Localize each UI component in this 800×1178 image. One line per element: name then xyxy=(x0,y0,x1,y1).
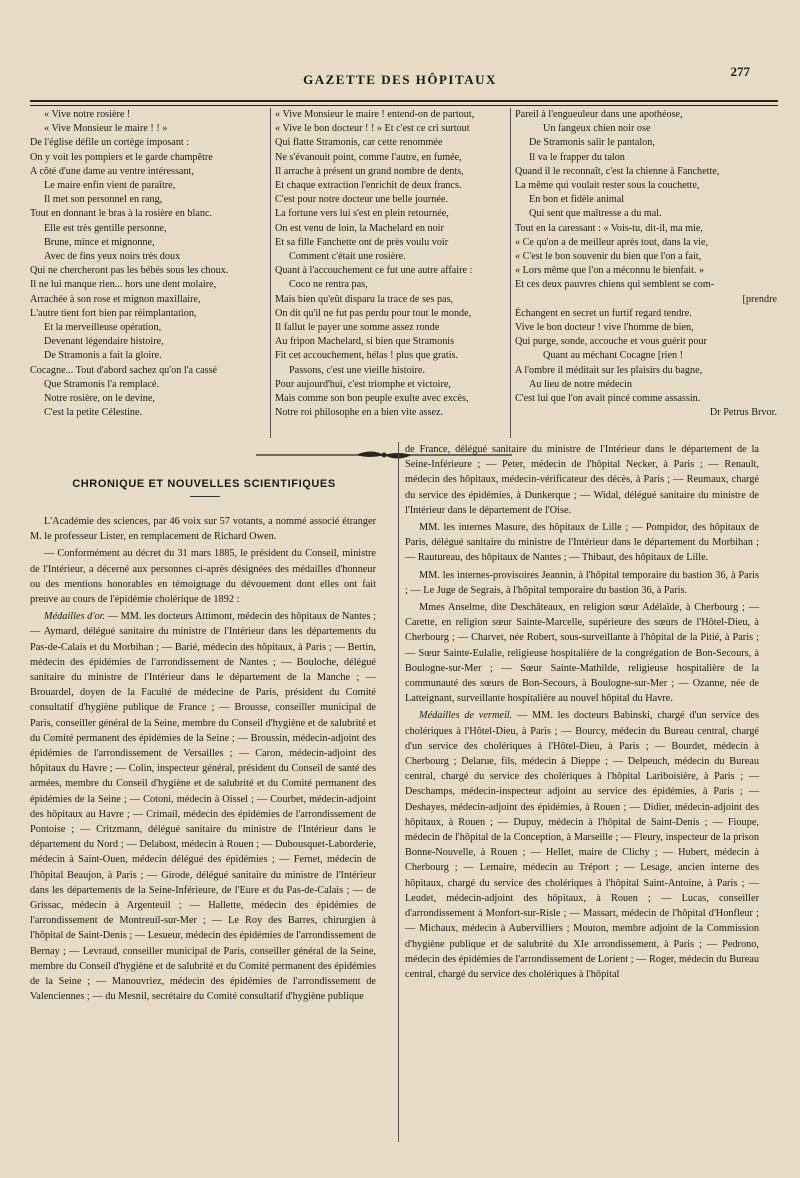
poem-line: « Lors même que l'on a méconnu le bienfait. » xyxy=(515,265,705,277)
article-paragraph xyxy=(30,514,376,544)
poem-line: Brune, mince et mignonne, xyxy=(44,236,155,248)
poem-line: A l'ombre il méditait sur les plaisirs du bagne, xyxy=(515,364,703,376)
article-paragraph xyxy=(405,708,759,982)
article-paragraph xyxy=(405,600,759,706)
poem-line: Un fangeux chien noir ose xyxy=(543,123,651,135)
poem-line: De Stramonis a fait la gloire. xyxy=(44,350,162,362)
poem-line: [prendre xyxy=(742,293,777,305)
poem-line: Arrachée à son rose et mignon maxillaire, xyxy=(30,293,201,305)
poem-line: Il arrache à présent un grand nombre de dents, xyxy=(275,165,464,177)
poem-line: Que Stramonis l'a remplacé. xyxy=(44,378,159,390)
poem-line: En bon et fidèle animal xyxy=(529,194,625,206)
poem-line: « Vive le bon docteur ! ! » Et c'est ce cri surtout xyxy=(275,123,470,135)
poem-line: Comment c'était une rosière. xyxy=(289,251,406,263)
section-title: CHRONIQUE ET NOUVELLES SCIENTIFIQUES xyxy=(72,478,336,490)
poem-line: Dr Petrus Brvor. xyxy=(709,407,777,419)
page-header xyxy=(30,64,770,92)
paragraph-text: MM. les internes Masure, des hôpitaux de Lille ; — Pompidor, des hôpitaux de Paris, délégué sanitaire du ministre de l'Intérieur dans le département du Morbihan ; — Rautureau, des hôpitaux de Nantes ; — Thibaut, des hôpitaux de Lille. xyxy=(405,522,759,564)
poem-line: C'est pour notre docteur une belle journée. xyxy=(275,194,448,206)
paragraph-lead: Médailles d'or. xyxy=(44,611,106,623)
poem-column-2 xyxy=(270,108,511,438)
paragraph-lead: Médailles de vermeil. xyxy=(419,710,513,722)
poem-line: Quant au méchant Cocagne [rien ! xyxy=(543,350,684,362)
poem-line: « C'est le bon souvenir du bien que l'on a fait, xyxy=(515,251,702,263)
article-paragraph xyxy=(30,609,376,1004)
poem-line: Échangent en secret un furtif regard tendre. xyxy=(515,307,692,319)
poem-line: Passons, c'est une vieille histoire. xyxy=(289,364,425,376)
poem-line: Qui sent que maîtresse a du mal. xyxy=(529,208,662,220)
poem-line: Et sa fille Fanchette ont de près voulu voir xyxy=(275,236,449,248)
poem-line: Avec de fins yeux noirs très doux xyxy=(44,251,181,263)
poem-line: On dit qu'il ne fut pas perdu pour tout le monde, xyxy=(275,307,472,319)
paragraph-text: — Conformément au décret du 31 mars 1885, le président du Conseil, ministre de l'Intérieur, a décerné aux personnes ci-après désignées des médailles d'honneur ou des mentions honorables en témoignage du dévouement dont elles ont fait preuve au cours de l'épidémie cholérique de 1892 : xyxy=(30,548,376,606)
poem-line: Ne s'évanouit point, comme l'autre, en fumée, xyxy=(275,151,462,163)
poem-line: Le maire enfin vient de paraître, xyxy=(44,180,176,192)
poem-line: Devenant légendaire histoire, xyxy=(44,336,164,348)
poem-line: Il met son personnel en rang, xyxy=(44,194,163,206)
poem-line: Il va le frapper du talon xyxy=(529,151,625,163)
poem-line: Et ces deux pauvres chiens qui semblent se com- xyxy=(515,279,715,291)
poem-line: Elle est très gentille personne, xyxy=(44,222,167,234)
paragraph-text: — MM. les docteurs Attimont, médecin des hôpitaux de Nantes ; — Aymard, délégué sanitaire du ministre de l'Intérieur dans les départements du Pas-de-Calais et du Morbihan ; — Barié, médecin des hôpitaux, à Paris ; — Bertin, médecin des épidémies de l'arrondissement de Nantes ; — Bouloche, délégué sanitaire du ministre de l'Intérieur dans le département de la Manche ; — Brouardel, doyen de la Faculté de médecine de Paris, président du Comité consultatif d'hygiène publique de France ; — Brousse, conseiller municipal de Paris, conseiller général de la Seine, membre du Conseil d'hygiène et de salubrité et du Comité permanent des épidémies de la Seine ; — Broussin, médecin-adjoint des épidémies de l'arrondissement de Versailles ; — Caron, médecin-adjoint des hôpitaux du Havre ; — Colin, inspecteur général, président du Conseil de santé des armées, membre du Conseil d'hygiène et de salubrité et du Comité permanent des épidémies de la Seine ; — Cotoni, médecin à Oissel ; — Courbet, médecin-adjoint des hôpitaux au Havre ; — Crimail, médecin des épidémies de l'arrondissement de Pontoise ; — Critzmann, délégué sanitaire du ministre de l'Intérieur dans le département du Nord ; — Delabost, médecin à Rouen ; — Dubousquet-Laborderie, médecin à Saint-Ouen, médecin délégué des épidémies ; — Fernet, médecin de l'hôpital Beaujon, à Paris ; — Girode, délégué sanitaire du ministre de l'Intérieur dans les départements de la Seine-Inférieure, de l'Eure et du Pas-de-Calais ; — de Grissac, médecin à Argenteuil ; — Hallette, médecin des épidémies de l'arrondissement de Montreuil-sur-Mer ; — Le Roy des Barres, chirurgien à l'hôpital de Saint-Denis ; — Lesueur, médecin des épidémies de l'arrondissement de Bernay ; — Levraud, conseiller municipal de Paris, conseiller général de la Seine, membre du Conseil d'hygiène et de salubrité et du Comité permanent des épidémies de la Seine ; — Manouvriez, médecin des épidémies de l'arrondissement de Valenciennes ; — du Mesnil, secrétaire du Comité consultatif d'hygiène publique xyxy=(30,611,376,1003)
article-paragraph xyxy=(405,568,759,598)
article-paragraph xyxy=(405,520,759,566)
poem-line: Pareil à l'engueuleur dans une apothéose, xyxy=(515,109,683,120)
poem-line: A côté d'une dame au ventre intéressant, xyxy=(30,165,194,177)
poem-line: « Vive Monsieur le maire ! ! » xyxy=(44,123,168,135)
poem-line: L'autre tient fort bien par réimplantation, xyxy=(30,307,197,319)
poem-line: « Vive notre rosière ! xyxy=(44,109,131,120)
poem-line: Et chaque extraction l'enrichit de deux francs. xyxy=(275,180,462,192)
article-paragraph xyxy=(30,546,376,607)
article-paragraph xyxy=(405,442,759,518)
poem-line: Au lieu de notre médecin xyxy=(529,378,632,390)
poem-line: Il ne lui manque rien... hors une dent molaire, xyxy=(30,279,217,291)
paragraph-text: — MM. les docteurs Babinski, chargé d'un service des cholériques à l'Hôtel-Dieu, à Paris ; — Bourcy, médecin du Bureau central, chargé d'un service des cholériques à l'Hôtel-Dieu, à Paris ; — Bourdet, médecin à Cherbourg ; Delarue, fils, médecin à Dieppe ; — Delpeuch, médecin du Bureau central, chargé du service des cholériques à l'hôpital Lariboisière, à Paris ; — Deschamps, médecin-inspecteur adjoint au service des épidémies, à Paris ; — Deshayes, médecin-adjoint des épidémies, à Rouen ; — Didier, médecin-adjoint des hôpitaux, à Rouen ; — Dupuy, médecin à l'hôpital de Saint-Denis ; — Fioupe, médecin de l'hôpital de la Conception, à Marseille ; — Fleury, inspecteur de la prison Bonne-Nouvelle, à Rouen ; — Hellet, maire de Clichy ; — Hubert, médecin à Cherbourg ; — Lemaire, médecin au Tréport ; — Lesage, ancien interne des hôpitaux, chargé du service des cholériques à l'hôpital Saint-Antoine, à Paris ; — Leudet, médecin-adjoint des hôpitaux, à Rouen ; — Lucas, conseiller d'arrondissement à Monfort-sur-Risle ; — Massart, médecin de l'hôpital d'Honfleur ; — Michaux, médecin à Aubervilliers ; Mouton, membre adjoint de la Commission d'hygiène publique et de salubrité du XIe arrondissement, à Paris ; — Pedrono, médecin des épidémies de l'arrondissement de Lorient ; — Roger, médecin du Bureau central, chargé du service des cholériques à l'hôpital xyxy=(405,710,760,980)
journal-title: GAZETTE DES HÔPITAUX xyxy=(303,72,497,87)
article-column-1 xyxy=(30,514,376,1007)
poem-line: Vive le bon docteur ! vive l'homme de bien, xyxy=(515,322,694,334)
poem-line: Qui ne chercheront pas les bébés sous les choux. xyxy=(30,265,229,277)
poem-line: Pour aujourd'hui, c'est triomphe et victoire, xyxy=(275,378,451,390)
poem-line: On y voit les pompiers et le garde champêtre xyxy=(30,151,213,163)
poem-line: Et la merveilleuse opération, xyxy=(44,322,162,334)
poem-line: « Vive Monsieur le maire ! entend-on de partout, xyxy=(275,109,475,120)
poem-line: Fit cet accouchement, hélas ! plus que gratis. xyxy=(275,350,459,362)
poem-line: Quand il le reconnaît, c'est la chienne à Fanchette, xyxy=(515,165,720,177)
paragraph-text: Mmes Anselme, dite Deschâteaux, en religion sœur Adélaïde, à Cherbourg ; — Carette, en religion sœur Sainte-Marcelle, supérieure des sœurs de l'Hôtel-Dieu, à Cherbourg ; — Charvet, née Robert, sous-surveillante à l'hôpital de la Pitié, à Paris ; — Sœur Sainte-Eulalie, religieuse hospitalière de la congrégation de Bon-Secours, à Boulogne-sur-Mer ; — Sœur Sainte-Mathilde, religieuse hospitalière de la communauté des sœurs de Bon-Secours, à Boulogne-sur-Mer ; — Ozanne, née de Latteignant, surveillante hospitalière au nouvel hôpital du Havre. xyxy=(405,602,759,705)
poem-line: De l'église défile un cortège imposant : xyxy=(30,137,190,149)
poem-line: Quant à l'accouchement ce fut une autre affaire : xyxy=(275,265,473,277)
poem-column-1 xyxy=(30,108,262,420)
title-underline xyxy=(190,496,220,497)
poem-line: « Ce qu'on a de meilleur après tout, dans la vie, xyxy=(515,236,709,248)
poem-line: Qui flatte Stramonis, car cette renommée xyxy=(275,137,443,149)
poem-line: Notre roi philosophe en a bien vite assez. xyxy=(275,407,444,419)
poem-line: Au fripon Machelard, si bien que Stramonis xyxy=(275,336,455,348)
poem-line: La fortune vers lui s'est en plein retournée, xyxy=(275,208,449,220)
header-rule-thin xyxy=(30,105,778,106)
poem-line: C'est lui que l'on avait pincé comme assassin. xyxy=(515,393,701,405)
paragraph-text: L'Académie des sciences, par 46 voix sur 57 votants, a nommé associé étranger M. le professeur Lister, en remplacement de Richard Owen. xyxy=(30,516,376,543)
poem-line: Mais bien qu'eût disparu la trace de ses pas, xyxy=(275,293,454,305)
header-rule xyxy=(30,100,778,102)
page-number: 277 xyxy=(730,64,750,79)
poem-line: On est venu de loin, la Machelard en noir xyxy=(275,222,444,234)
poem-line: Il fallut le payer une somme assez ronde xyxy=(275,322,440,334)
poem-line: Notre rosière, on le devine, xyxy=(44,393,155,405)
poem-column-3 xyxy=(510,108,777,438)
poem-line: La même qui voulait rester sous la couchette, xyxy=(515,180,700,192)
poem-line: Tout en donnant le bras à la rosière en blanc. xyxy=(30,208,213,220)
paragraph-text: de France, délégué sanitaire du ministre de l'Intérieur dans le département de la Seine-Inférieure ; — Peter, médecin de l'hôpital Necker, à Paris ; — Renault, médecin des hôpitaux, médecin-vérificateur des décès, à Paris ; — Reumaux, chargé du service des épidémies, à Dunkerque ; — Widal, délégué sanitaire du ministre de l'Intérieur dans le département de l'Oise. xyxy=(405,444,759,516)
poem-line: Qui purge, sonde, accouche et vous guérit pour xyxy=(515,336,707,348)
article-column-2 xyxy=(398,442,759,1142)
paragraph-text: MM. les internes-provisoires Jeannin, à l'hôpital temporaire du bastion 36, à Paris ; — Le Juge de Segrais, à l'hôpital temporaire du bastion 36, à Paris. xyxy=(405,569,759,596)
poem-line: De Stramonis salir le pantalon, xyxy=(529,137,655,149)
poem-line: Coco ne rentra pas, xyxy=(289,279,368,291)
poem-line: C'est la petite Célestine. xyxy=(44,407,143,419)
poem-line: Tout en la caressant : « Vois-tu, dit-il, ma mie, xyxy=(515,222,703,234)
poem-line: Cocagne... Tout d'abord sachez qu'on l'a cassé xyxy=(30,364,218,376)
poem-line: Mais comme son bon peuple exulte avec excès, xyxy=(275,393,469,405)
